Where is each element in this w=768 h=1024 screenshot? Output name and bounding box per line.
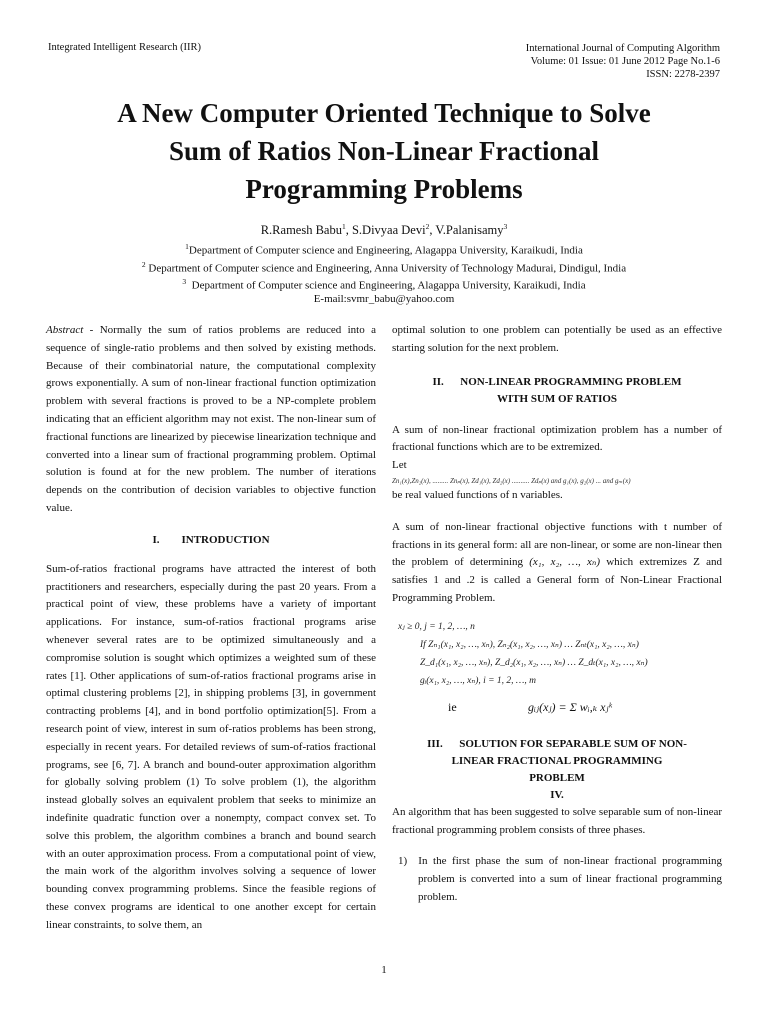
affiliation-text: Department of Computer science and Engineering, Anna University of Technology Madurai, Dindigul, India [148,262,627,275]
section-2-paragraph-3 [392,519,722,608]
title-line-3: Programming Problems [245,174,523,204]
author-2-sup: 2 [425,222,430,231]
affiliation-3 [0,277,768,292]
affiliation-text: Department of Computer science and Engineering, Alagappa University, Karaikudi, India [191,279,586,292]
author-1-sup: 1 [341,222,346,231]
introduction-text: Sum-of-ratios fractional programs have attracted the interest of both practitioners and researchers, especially during the past 20 years. From a practical point of view, these problems have a variety of important applications. For instance, sum-of-ratios fractional programs arise whenever several rates are to be optimized simultaneously and a compromise solution is sought which optimizes a weighted sum of these rates [1]. Other applications of sum-of-ratios fractional programs arise in optimal clustering problems [2], in shipping problems [3], in government contracting problems [4], and in bond portfolio optimization[5]. From a research point of view, interest in sum of-ratios problems has been strong, especially in recent years. For detailed reviews of sum-of-ratios fractional programs, see [6, 7]. A branch and bound-outer approximation algorithm for globally solving problem (1) To solve problem (1), the algorithm instead globally solves an equivalent problem that seeks to minimize an indefinite quadratic function over a nonempty, compact convex set. To solve this problem, the algorithm combines a branch and bound search with an outer approximation process. From a computational point of view, the main work of the algorithm involves solving a sequence of lower bounding convex programming problems. Since the feasible regions of these convex programs are identical to one another except for certain linear constraints, to solve them, an [46,562,376,931]
equation-numerators: If Zₙ₁(x₁, x₂, …, xₙ), Zₙ₂(x₁, x₂, …, xₙ) … Zₙₜ(x₁, x₂, …, xₙ) [420,639,639,650]
author-email: E-mail:svmr_babu@yahoo.com [313,293,455,305]
variable-vector: (x₁, x₂, …, xₙ) [529,556,601,569]
journal-volume: Volume: 01 Issue: 01 June 2012 Page No.1-6 [530,56,720,67]
title-line-1: A New Computer Oriented Technique to Solve [117,98,651,128]
journal-name: International Journal of Computing Algorithm [525,43,720,54]
section-2-heading-line-1: II. NON-LINEAR PROGRAMMING PROBLEM [432,375,682,388]
section-introduction-heading: I. INTRODUCTION [152,533,270,546]
affiliation-2 [0,260,768,275]
ie-label: ie [448,699,457,714]
equation-nonnegativity: xⱼ ≥ 0, j = 1, 2, …, n [398,621,475,632]
author-3-sup: 3 [503,222,508,231]
page-number: 1 [381,964,387,976]
section-2-paragraph-2: be real valued functions of n variables. [392,488,563,501]
equation-denominators: Z_d₁(x₁, x₂, …, xₙ), Z_d₂(x₁, x₂, …, xₙ) … Z_dₜ(x₁, x₂, …, xₙ) [420,657,648,668]
section-3-paragraph: An algorithm that has been suggested to solve separable sum of non-linear fractional programming problem consists of three phases. [392,805,722,836]
section-2-heading-line-2: WITH SUM OF RATIOS [496,392,618,405]
author-2: S.Divyaa Devi [351,223,426,238]
author-sep: , [345,223,352,238]
abstract-label: Abstract [46,324,84,336]
journal-publisher: Integrated Intelligent Research (IIR) [48,42,202,53]
paper-title [40,94,728,208]
equation-block [392,618,722,718]
equation-constraints: gᵢ(x₁, x₂, …, xₙ), i = 1, 2, …, m [420,675,536,686]
left-column [46,322,376,935]
section-3-heading-line-3: PROBLEM [529,771,585,784]
section-3-heading-line-1: III. SOLUTION FOR SEPARABLE SUM OF NON- [427,737,687,750]
affiliation-sup: 2 [141,260,146,269]
section-2-paragraph-1: A sum of non-linear fractional optimization problem has a number of fractional functions which are to be extremized. [392,423,722,454]
separable-formula: gᵢⱼ(xⱼ) = Σ wᵢ,ₖ xⱼᵏ [528,699,612,714]
section-3-heading-line-2: LINEAR FRACTIONAL PROGRAMMING [451,754,663,767]
paragraph-3-cont: which extremizes Z and satisfies 1 and .2 is called a General form of Non-Linear Fractional Programming Problem. [392,556,722,604]
phase-list-item-1: 1) In the first phase the sum of non-linear fractional programming problem is converted into a sum of linear fractional programming problem. [398,855,722,903]
author-list [0,222,768,238]
author-3: V.Palanisamy [435,223,504,238]
title-line-2: Sum of Ratios Non-Linear Fractional [169,136,599,166]
continued-text: optimal solution to one problem can potentially be used as an effective starting solution for the next problem. [392,324,722,354]
affiliation-sup: 1 [185,242,189,251]
journal-issn: ISSN: 2278-2397 [646,69,720,80]
right-column [392,322,722,907]
section-4-heading: IV. [550,788,564,801]
affiliation-1 [0,242,768,257]
affiliation-sup: 3 [182,277,187,286]
equation-separable [398,696,722,718]
affiliation-text: Department of Computer science and Engineering, Alagappa University, Karaikudi, India [188,244,583,257]
function-list: Zn₁(x),Zn₂(x), ......... Znₚ(x), Zd₁(x), Zd₂(x) .......... Zdₚ(x) and g₁(x), g₂(x) ... and gₘ(x) [392,476,631,485]
author-1: R.Ramesh Babu [260,223,342,238]
journal-info [526,42,720,81]
paragraph-3-text: A sum of non-linear fractional objective functions with t number of fractions in its general form: all are non-linear, or some are non-linear then the problem of determining [392,520,722,569]
author-sep: , [429,223,436,238]
let-text: Let [392,459,407,472]
abstract [46,322,376,518]
abstract-text: - Normally the sum of ratios problems are reduced into a sequence of single-ratio problems and then solved by existing methods. Because of their combinatorial nature, the computational complexity grows exponentially. A sum of non-linear fractional function optimization problem with several fractions is proved to be a NP-complete problem indicating that an efficient algorithm may not exist. The non-linear sum of fractional functions are linearized by piecewise linearization technique and converted into a linear sum of fractional programming problem. Optimal solution is found at for the new problem. The number of iterations depends on the contribution of decision variables to objective function value. [46,324,376,514]
